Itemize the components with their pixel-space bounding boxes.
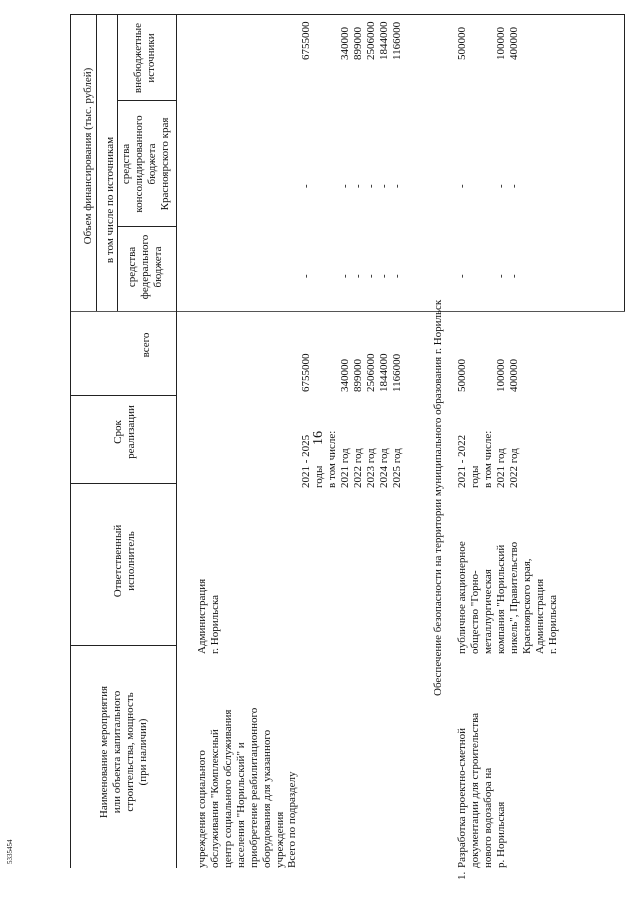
- total-offbudget: 6755000 340000 899000 2506000 1844000 1166000: [300, 21, 403, 60]
- table-top-border: [70, 14, 625, 15]
- total-label: Всего по подразделу: [286, 771, 298, 868]
- row1-executor: публичное акционерное общество "Горно- металлургическая компания "Норильский никель", Правительство Красноярского края, Администрация г. Норильска: [456, 541, 559, 654]
- header-offbudget: внебюджетные источники: [132, 22, 157, 94]
- block1-executor: Администрация г. Норильска: [196, 578, 221, 654]
- row-sep-4: [117, 100, 176, 101]
- header-bottom-line: [176, 14, 177, 868]
- row1-name: Разработка проектно-сметной документации для строительства нового водозабора на р. Норильская: [456, 712, 507, 868]
- header-total: всего: [140, 332, 152, 358]
- header-term: Срок реализации: [112, 405, 137, 459]
- total-regional: - - - - - -: [300, 184, 403, 188]
- header-name: Наименование мероприятия или объекта капитального строительства, мощность (при наличии): [98, 685, 149, 819]
- funding-divider: [70, 311, 625, 312]
- row1-total: 500000 100000 400000: [456, 359, 520, 392]
- row1-term: 2021 - 2022 годы в том числе: 2021 год 2022 год: [456, 430, 520, 488]
- row-sep-2: [70, 483, 176, 484]
- header-right-border: [624, 14, 625, 311]
- header-divider-sources: [117, 14, 118, 311]
- header-left-border: [70, 14, 71, 868]
- section-title: Обеспечение безопасности на территории муниципального образования г. Норильск: [432, 299, 444, 696]
- row1-federal: - - -: [456, 274, 520, 278]
- page-number: 16: [311, 431, 326, 445]
- header-regional: средства консолидированного бюджета Красноярского края: [120, 115, 171, 213]
- row1-regional: - - -: [456, 184, 520, 188]
- row-sep-3: [70, 645, 176, 646]
- header-federal: средства федерального бюджета: [126, 234, 164, 300]
- row1-number: 1.: [456, 871, 468, 880]
- header-sources: в том числе по источникам: [104, 136, 116, 264]
- row-sep-5: [117, 226, 176, 227]
- scan-id: 5335454: [6, 839, 14, 864]
- header-executor: Ответственный исполнитель: [112, 524, 137, 598]
- header-funding: Объем финансирования (тыс. рублей): [82, 67, 94, 245]
- row1-offbudget: 500000 100000 400000: [456, 27, 520, 60]
- total-federal: - - - - - -: [300, 274, 403, 278]
- header-divider-funding: [96, 14, 97, 311]
- total-term: 2021 - 2025 годы в том числе: 2021 год 2022 год 2023 год 2024 год 2025 год: [300, 430, 403, 488]
- total-values: 6755000 340000 899000 2506000 1844000 1166000: [300, 353, 403, 392]
- block1-name: учреждения социального обслуживания "Комплексный центр социального обслуживания населения "Норильский" и приобретение реабилитационного оборудования для указанного учреждения: [196, 707, 286, 868]
